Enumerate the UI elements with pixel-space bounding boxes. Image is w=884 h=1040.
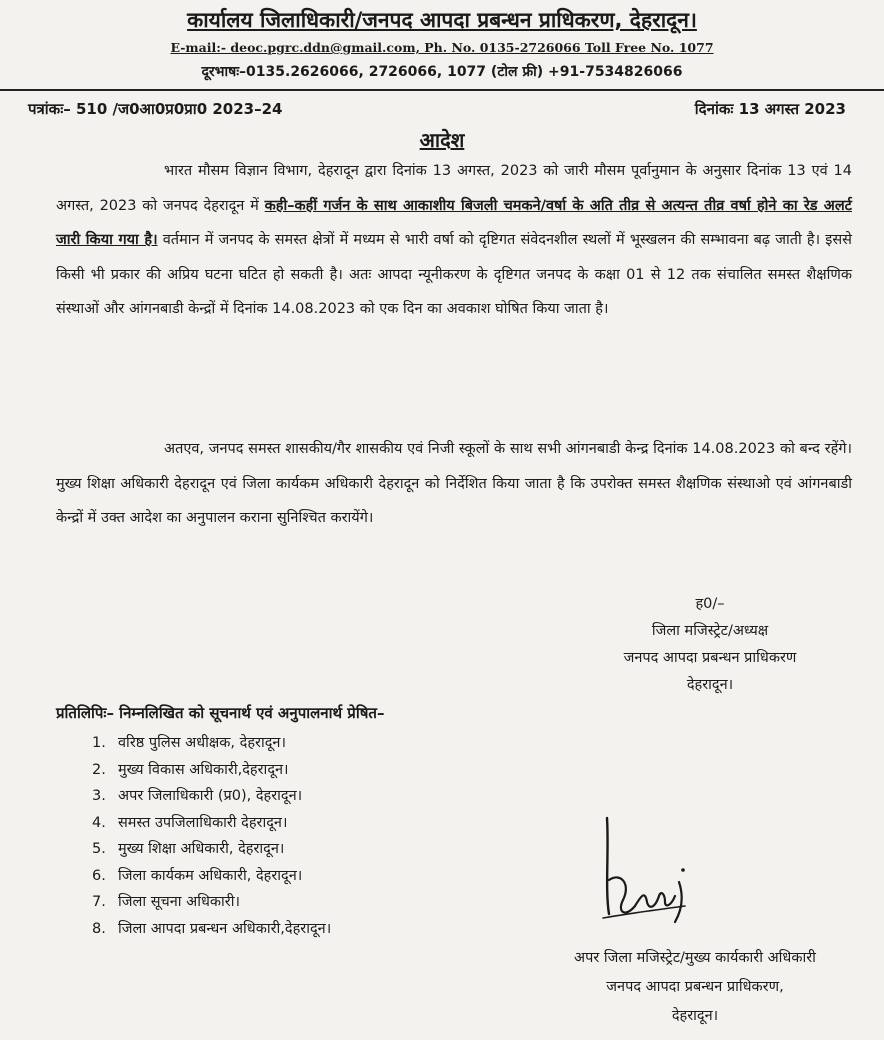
list-item [92,836,331,863]
red-alert-highlight: कही–कहीं गर्जन के साथ आकाशीय बिजली चमकने/वर्षा के अति तीव्र से अत्यन्त तीव्र वर्षा होने का रेड अलर्ट जारी किया गया है। [56,197,852,248]
list-item [92,810,331,837]
letter-number: पत्रांकः– 510 /ज0आ0प्र0प्रा0 2023–24 [28,100,283,118]
list-item-number: 3. [92,788,106,804]
list-item [92,889,331,916]
signatory-2-authority: जनपद आपदा प्रबन्धन प्राधिकरण, [606,979,784,995]
list-item-number: 8. [92,920,106,937]
list-item-text: मुख्य शिक्षा अधिकारी, देहरादून। [118,841,285,857]
list-item [92,783,331,810]
list-item [92,916,331,943]
list-item-text: वरिष्ठ पुलिस अधीक्षक, देहरादून। [118,735,286,751]
order-paragraph-1 [56,154,852,327]
list-item [92,757,331,784]
contact-phone-line: दूरभाषः–0135.2626066, 2726066, 1077 (टोल फ्री) +91-7534826066 [201,64,683,80]
list-item-text: जिला सूचना अधिकारी। [118,894,240,910]
signatory-district-magistrate [560,591,860,699]
paragraph-1-text-a: भारत मौसम विज्ञान विभाग, देहरादून द्वारा दिनांक 13 अगस्त, 2023 को जारी मौसम पूर्वानुमान के अनुसार दिनांक 13 एवं 14 अगस्त, 2023 को जनपद देहरादून में [56,163,852,214]
signatory-1-authority: जनपद आपदा प्रबन्धन प्राधिकरण [623,650,797,666]
list-item-number: 4. [92,814,106,831]
signatory-1-designation: जिला मजिस्ट्रेट/अध्यक्ष [651,623,769,639]
copy-to-heading: प्रतिलिपिः– निम्नलिखित को सूचनार्थ एवं अनुपालनार्थ प्रेषित– [56,704,385,722]
list-item-text: मुख्य विकास अधिकारी,देहरादून। [118,761,289,778]
order-paragraph-2 [56,432,852,536]
signatory-additional-magistrate [520,944,870,1031]
signatory-2-place: देहरादून। [671,1008,719,1024]
list-item-number: 5. [92,841,106,857]
copy-to-list [92,730,331,942]
list-item-text: जिला कार्यकम अधिकारी, देहरादून। [118,867,303,884]
letter-date: दिनांकः 13 अगस्त 2023 [694,100,846,118]
list-item-text: समस्त उपजिलाधिकारी देहरादून। [118,814,288,831]
signed-mark: ह0/– [695,596,725,612]
list-item [92,863,331,890]
header-divider [0,89,884,91]
order-heading: आदेश [419,128,465,152]
office-title: कार्यालय जिलाधिकारी/जनपद आपदा प्रबन्धन प्राधिकरण, देहरादून। [187,8,697,32]
paragraph-1-text-b: वर्तमान में जनपद के समस्त क्षेत्रों में मध्यम से भारी वर्षा को दृष्टिगत संवेदनशील स्थलों में भूस्खलन की सम्भावना बढ़ जाती है। इससे किसी भी प्रकार की अप्रिय घटना घटित हो सकती है। अतः आपदा न्यूनीकरण के दृष्टिगत जनपद के कक्षा 01 से 12 तक संचालित समस्त शैक्षणिक संस्थाओं और आंगनबाडी केन्द्रों में दिनांक 14.08.2023 को एक दिन का अवकाश घोषित किया जाता है। [56,232,852,317]
signatory-1-place: देहरादून। [686,677,734,693]
list-item-number: 1. [92,735,106,751]
paragraph-2-text: अतएव, जनपद समस्त शासकीय/गैर शासकीय एवं निजी स्कूलों के साथ सभी आंगनबाडी केन्द्र दिनांक 14.08.2023 को बन्द रहेंगे। मुख्य शिक्षा अधिकारी देहरादून एवं जिला कार्यकम अधिकारी देहरादून को निर्देशित किया जाता है कि उपरोक्त समस्त शैक्षणिक संस्थाओ एवं आंगनबाडी केन्द्रों में उक्त आदेश का अनुपालन कराना सुनिश्चित करायेंगे। [56,441,852,526]
list-item-text: जिला आपदा प्रबन्धन अधिकारी,देहरादून। [118,920,332,937]
list-item-number: 2. [92,761,106,778]
handwritten-signature [595,810,705,930]
list-item-number: 7. [92,894,106,910]
list-item-text: अपर जिलाधिकारी (प्र0), देहरादून। [118,788,303,804]
contact-email-line: E-mail:- deoc.pgrc.ddn@gmail.com, Ph. No. 0135-2726066 Toll Free No. 1077 [170,40,714,55]
list-item [92,730,331,757]
signatory-2-designation: अपर जिला मजिस्ट्रेट/मुख्य कार्यकारी अधिकारी [574,950,816,966]
list-item-number: 6. [92,867,106,884]
